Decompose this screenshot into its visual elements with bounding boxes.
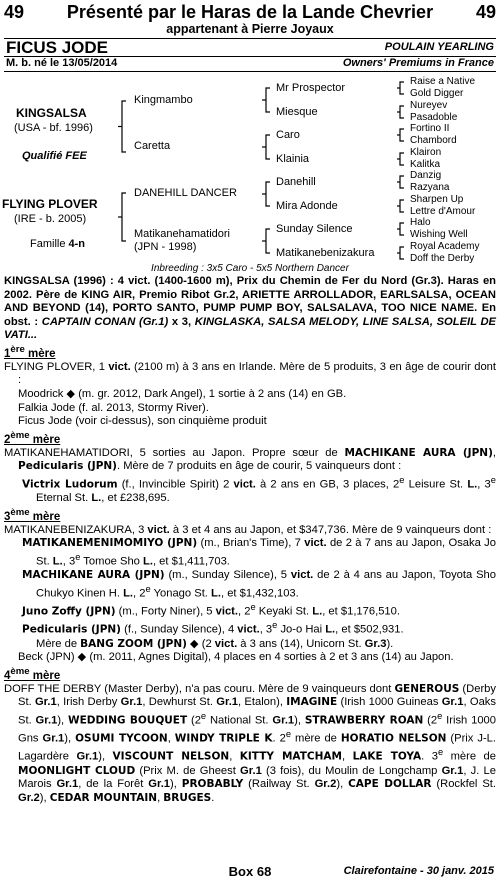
section-second-dam: 2ème mère	[4, 429, 61, 446]
horse-name: FICUS JODE	[6, 38, 109, 57]
fourth-dam-text-part: ),	[170, 778, 182, 791]
gen4-14: Wishing Well	[410, 229, 468, 240]
fourth-dam-text-part: PROBABLY	[181, 778, 244, 791]
fourth-dam-text-part: Gr.2	[18, 792, 40, 804]
fourth-dam-text-part: CAPE DOLLAR	[348, 778, 432, 791]
produce-2: Falkia Jode (f. al. 2013, Stormy River).	[18, 401, 209, 414]
fourth-dam-text-part: WINDY TRIPLE K	[174, 732, 273, 745]
fourth-dam-text-part: Gr.1	[56, 778, 79, 791]
fourth-dam-text-part: Gr.1	[272, 714, 295, 727]
fourth-dam-text-part: (Prix M. de Gheest	[135, 764, 241, 777]
fourth-dam-text-part: ),	[39, 792, 50, 804]
fourth-dam-text-part: Gr.1	[216, 696, 239, 709]
fourth-dam-text-part: Gr.1	[120, 696, 143, 709]
section-third-dam: 3ème mère	[4, 506, 61, 523]
presenter-title: Présenté par le Haras de la Lande Chevrier	[66, 2, 434, 22]
fourth-dam-text-part: DOFF THE DERBY (Master Derby), n'a pas couru. Mère de 9 vainqueurs dont	[4, 682, 395, 695]
gen4-11: Sharpen Up	[410, 194, 464, 205]
fourth-dam-text-part: STRAWBERRY ROAN	[304, 714, 424, 727]
third-dam-produce-3: Juno Zoffy (JPN) (m., Forty Niner), 5 vict., 2e Keyaki St. L., et $1,176,510.	[22, 601, 400, 618]
box-number: Box 68	[228, 864, 272, 879]
sire-name: KINGSALSA	[16, 106, 87, 120]
third-dam-produce-4: Pedicularis (JPN) (f., Sunday Silence), 4 vict., 3e Jo-o Hai L., et $502,931. Mère de BANG ZOOM (JPN) ◆ (2 vict. à 3 ans (14), Unicorn St. Gr.3).	[22, 620, 404, 650]
fourth-dam-text-part: Irish 1000 Gns	[18, 714, 496, 745]
fourth-dam-text-part: (2	[187, 714, 201, 727]
fourth-dam-text-part: .	[211, 792, 215, 804]
gen3-1: Mr Prospector	[276, 82, 346, 94]
gen2-dam-sire: DANEHILL DANCER	[134, 187, 237, 199]
fourth-dam-text-part: VISCOUNT NELSON	[112, 751, 230, 764]
fourth-dam-text-part: (Irish 1000 Guineas	[337, 696, 442, 709]
fourth-dam-text-part: ,	[157, 792, 164, 804]
gen4-16: Doff the Derby	[410, 253, 475, 264]
gen2-sire-sire: Kingmambo	[134, 94, 193, 106]
gen3-6: Mira Adonde	[276, 200, 338, 212]
inbreeding-note: Inbreeding : 3x5 Caro - 5x5 Northern Dancer	[151, 263, 349, 274]
gen4-12: Lettre d'Amour	[410, 206, 476, 217]
fourth-dam-text-part: Gr.1	[42, 732, 65, 745]
fourth-dam-text-part: MOONLIGHT CLOUD	[18, 764, 136, 777]
fourth-dam-text-part: (3 fois), du Moulin de Longchamp	[261, 764, 442, 777]
gen4-5: Fortino II	[410, 123, 450, 134]
gen2-dam-dam-info: (JPN - 1998)	[134, 241, 197, 253]
lot-number-left: 49	[4, 2, 25, 22]
produce-3: Ficus Jode (voir ci-dessus), son cinquième produit	[18, 415, 267, 428]
fourth-dam-text-part: (2	[423, 714, 438, 727]
fourth-dam-text-part: LAKE TOYA	[352, 751, 422, 764]
third-dam-paragraph: MATIKANEBENIZAKURA, 3 vict. à 3 et 4 ans au Japon, et $347,736. Mère de 9 vainqueurs dont :	[4, 523, 492, 536]
fourth-dam-text-part: OSUMI TYCOON	[75, 732, 168, 745]
fourth-dam-text-part: Gr.1	[148, 778, 171, 791]
gen2-dam-dam: Matikanehamatidori	[134, 228, 230, 240]
fourth-dam-text-part: (Prix J-L. Lagardère	[18, 732, 496, 764]
catalog-text	[4, 275, 496, 806]
fourth-dam-text-part: ),	[98, 751, 113, 764]
sire-info: (USA - bf. 1996)	[14, 122, 93, 134]
fourth-dam-text-part: ,	[341, 751, 353, 764]
fourth-dam-text-part: . 2	[272, 732, 286, 745]
fourth-dam-text-part: ),	[57, 714, 68, 727]
fourth-dam-text-part: , Oaks St.	[18, 696, 496, 727]
fourth-dam-text-part: WEDDING BOUQUET	[67, 714, 188, 727]
dam-family: Famille 4-n	[30, 238, 86, 250]
third-dam-produce-1: MATIKANEMENIMOMIYO (JPN) (m., Brian's Time), 7 vict. de 2 à 7 ans au Japon, Osaka Jo St. L., 3e Tomoe Sho L., et $1,411,703.	[22, 537, 496, 568]
fourth-dam-paragraph	[4, 683, 496, 806]
fourth-dam-text-part: Gr.1	[34, 696, 57, 709]
horse-type: POULAIN YEARLING	[384, 41, 494, 53]
owner-subtitle: appartenant à Pierre Joyaux	[166, 22, 334, 36]
dam-name: FLYING PLOVER	[2, 197, 98, 211]
fourth-dam-text-part: Gr.1	[240, 764, 262, 777]
fourth-dam-text-part: , Dewhurst St.	[142, 696, 217, 709]
fourth-dam-text-part: CEDAR MOUNTAIN	[49, 792, 158, 804]
fourth-dam-text-part: Gr.2	[314, 778, 337, 791]
gen4-15: Royal Academy	[410, 241, 480, 252]
fourth-dam-text-part: ,	[167, 732, 175, 745]
fourth-dam-text-part: , J. Le Marois	[18, 764, 496, 791]
fourth-dam-text-part: e	[437, 710, 443, 721]
gen3-5: Danehill	[276, 176, 316, 188]
fourth-dam-text-part: (Railway St.	[243, 778, 315, 791]
lot-number-right: 49	[475, 2, 496, 22]
sire-qualification: Qualifié FEE	[22, 150, 87, 162]
fourth-dam-text-part: e	[285, 729, 292, 740]
fourth-dam-text-part: BRUGES	[163, 792, 212, 804]
gen3-4: Klainia	[276, 153, 310, 165]
gen3-7: Sunday Silence	[276, 223, 353, 235]
gen4-9: Danzig	[410, 170, 442, 181]
gen4-8: Kalitka	[410, 159, 441, 170]
horse-birth: M. b. né le 13/05/2014	[6, 57, 118, 69]
fourth-dam-text-part: ),	[294, 714, 305, 727]
fourth-dam-text-part: ),	[64, 732, 76, 745]
third-dam-produce-5: Beck (JPN) ◆ (m. 2011, Agnes Digital), 4 places en 4 sorties à 2 et 3 ans (14) au Japon.	[18, 651, 454, 664]
fourth-dam-text-part: ,	[229, 751, 240, 764]
fourth-dam-text-part: Gr.1	[76, 751, 99, 764]
gen4-13: Halo	[410, 217, 431, 228]
fourth-dam-text-part: , Irish Derby	[56, 696, 121, 709]
fourth-dam-text-part: mère de	[443, 751, 496, 764]
fourth-dam-text-part: (Rockfel St.	[431, 778, 496, 791]
gen4-2: Gold Digger	[410, 88, 464, 99]
fourth-dam-text-part: Gr.1	[441, 696, 464, 709]
gen4-7: Klairon	[410, 147, 442, 158]
fourth-dam-text-part: mère de	[291, 732, 341, 745]
gen2-sire-dam: Caretta	[134, 140, 171, 152]
dam-info: (IRE - b. 2005)	[14, 213, 87, 225]
fourth-dam-text-part: ),	[336, 778, 349, 791]
gen3-8: Matikanebenizakura	[276, 247, 375, 259]
fourth-dam-text-part: . 3	[421, 751, 438, 764]
sire-paragraph: KINGSALSA (1996) : 4 vict. (1400-1600 m), Prix du Chemin de Fer du Nord (Gr.3). Haras en 2002. Père de KING AIR, Premio Ribot Gr.2, ARIETTE ARROLLADOR, EARLSALSA, OCEAN AND BEYOND (14), PORTO SANTO, PUMP PUMP BOY, SALSALAVA, TOO NICE NAME. En obst. : CAPTAIN CONAN (Gr.1) x 3, KINGLASKA, SALSA MELODY, LINE SALSA, SOLEIL DE VATI...	[4, 275, 496, 342]
gen3-2: Miesque	[276, 106, 318, 118]
fourth-dam-text-part: Gr.1	[441, 764, 464, 777]
fourth-dam-text-part: IMAGINE	[286, 696, 338, 709]
fourth-dam-text-part: , Etalon),	[238, 696, 287, 709]
fourth-dam-text-part: e	[437, 747, 444, 758]
fourth-dam-text-part: (Derby St.	[18, 682, 496, 709]
gen4-1: Raise a Native	[410, 76, 476, 87]
fourth-dam-text-part: National St.	[206, 714, 273, 727]
gen4-3: Nureyev	[410, 100, 448, 111]
section-first-dam: 1ère mère	[4, 343, 56, 360]
fourth-dam-text-part: HORATIO NELSON	[340, 732, 447, 745]
fourth-dam-text-part: Gr.1	[35, 714, 58, 727]
third-dam-produce-2: MACHIKANE AURA (JPN) (m., Sunday Silence), 5 vict. de 2 à 4 ans au Japon, Toyota Sho Chukyo Kinen H. L., 2e Yonago St. L., et $1,432,103.	[22, 569, 496, 600]
second-dam-paragraph: MATIKANEHAMATIDORI, 5 sorties au Japon. Propre sœur de MACHIKANE AURA (JPN), Pedicularis (JPN). Mère de 7 produits en âge de courir, 5 vainqueurs dont :	[4, 446, 496, 473]
gen4-6: Chambord	[410, 135, 457, 146]
produce-1: Moodrick ◆ (m. gr. 2012, Dark Angel), 1 sortie à 2 ans (14) en GB.	[18, 387, 347, 400]
fourth-dam-text-part: GENEROUS	[394, 682, 460, 695]
fourth-dam-text-part: e	[200, 710, 207, 721]
gen3-3: Caro	[276, 129, 300, 141]
fourth-dam-text-part: KITTY MATCHAM	[239, 751, 342, 764]
second-dam-produce: Victrix Ludorum (f., Invincible Spirit) 2 vict. à 2 ans en GB, 3 places, 2e Leisure St. L., 3e Eternal St. L., et £238,695.	[22, 474, 496, 505]
gen4-10: Razyana	[410, 182, 450, 193]
fourth-dam-text-part: , de la Forêt	[78, 778, 149, 791]
owners-premiums: Owners' Premiums in France	[342, 57, 494, 69]
first-dam-paragraph: FLYING PLOVER, 1 vict. (2100 m) à 3 ans en Irlande. Mère de 5 produits, 3 en âge de courir dont :	[4, 360, 497, 387]
sale-place-date: Clairefontaine - 30 janv. 2015	[343, 865, 494, 877]
gen4-4: Pasadoble	[410, 112, 458, 123]
section-fourth-dam: 4ème mère	[4, 665, 61, 682]
